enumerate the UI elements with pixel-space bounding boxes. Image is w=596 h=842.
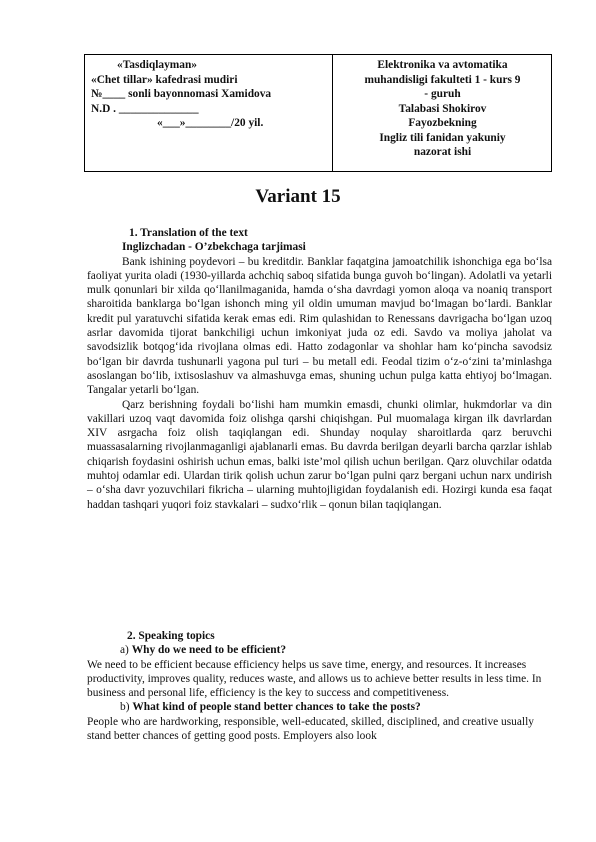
student-info-cell [333,55,552,172]
exam-line: nazorat ishi [413,146,472,158]
question-label: a) [120,644,129,657]
question-a [87,643,552,657]
section-subheading: Inglizchadan - O’zbekchaga tarjimasi [122,241,306,254]
approval-cell [85,55,333,172]
group-line: - guruh [424,88,461,100]
answer-b: People who are hardworking, responsible, well-educated, skilled, disciplined, and creative usually stand better chances of getting good posts. Employers also look [87,715,534,743]
question-b [87,700,552,714]
student-name-line: Fayozbekning [408,117,477,129]
question-label: b) [120,701,130,714]
section-heading: 2. Speaking topics [127,630,215,642]
faculty-line: Elektronika va avtomatika [377,59,508,71]
speaking-section [87,629,552,743]
subject-line: Ingliz tili fanidan yakuniy [379,131,506,144]
signature-line: N.D . ______________ [91,102,199,115]
approval-line: «Tasdiqlayman» [117,59,197,71]
department-line: «Chet tillar» kafedrasi mudiri [91,73,238,86]
answer-a: We need to be efficient because efficiency helps us save time, energy, and resources. It increases productivity, improves quality, reduces waste, and allows us to achieve better results in less time. In business and personal life, efficiency is the key to success and competitiveness. [87,658,542,700]
paragraph: Bank ishining poydevori – bu kreditdir. Banklar faqatgina jamoatchilik ishonchiga ega bo‘lsa faoliyat yurita oladi (1930-yillarda achchiq saboq sifatida bunga guvoh bo‘lingan). Adolatli va yetarli mulk qonunlari bir xilda qo‘llanilmaganida, hamda o‘sha davrdagi yomon aloqa va noaniq transport sharoitida banklarga bo‘lgan ishonch ming yil oldin umuman mavjud bo‘lmagan bo‘lardi. Banklar kredit pul yaratuvchi sifatida kerak emas edi. Rim qulashidan to Renessans davrigacha bo‘lgan uzoq asrlar davomida tijorat bankchiligi uchun imkoniyat juda oz edi. Savdo va moliya jaholat va savodsizlik botqog‘ida rivojlana olmas edi. Hatto zodagonlar va shohlar ham ko‘pincha savodsiz bo‘lgan bir davrda tushunarli yagona pul turi – bu metall edi. Feodal tizim o‘z-o‘zini ta’minlashga asoslangan bo‘lib, ixtisoslashuv va almashuvga emas, shuning uchun pulga katta ehtiyoj bo‘lmagan. Tangalar yetarli bo‘lgan. [87,255,552,397]
question-text: Why do we need to be efficient? [131,644,287,657]
question-text: What kind of people stand better chances to take the posts? [132,701,421,714]
protocol-line: №____ sonli bayonnomasi Xamidova [91,88,272,100]
faculty-line-2: muhandisligi fakulteti 1 - kurs 9 [364,73,521,86]
page-title: Variant 15 [255,186,341,207]
header-table [84,54,552,172]
translation-section [87,226,552,512]
date-line: «___»________/20 yil. [157,117,264,129]
section-heading: 1. Translation of the text [129,227,248,239]
paragraph: Qarz berishning foydali bo‘lishi ham mumkin emasdi, chunki olimlar, hukmdorlar va din vakillari uzoq vaqt davomida foiz olishga qarshi chiqishgan. Pul muomalaga kirgan ilk davrlardan XIV asrgacha foiz olish taqiqlangan edi. Shunday noqulay sharoitlarda qarz beruvchi muassasalarning rivojlanmaganligi ajablanarli emas. Bu davrda berilgan deyarli barcha qarzlar ishlab chiqarish foydasini oshirish uchun emas, balki iste’mol qilish uchun berilgan. Qarz oluvchilar odatda muhtoj odamlar edi. Ulardan tirik qolish uchun zarur bo‘lgan pulni qarz bergani uchun narx undirish – o‘sha davr yozuvchilari fikricha – ularning muhtojligidan foydalanish edi. Hozirgi kunda esa faqat haddan tashqari yuqori foiz stavkalari – sudxo‘rlik – qonun bilan taqiqlangan. [87,398,552,511]
student-line: Talabasi Shokirov [398,102,487,115]
